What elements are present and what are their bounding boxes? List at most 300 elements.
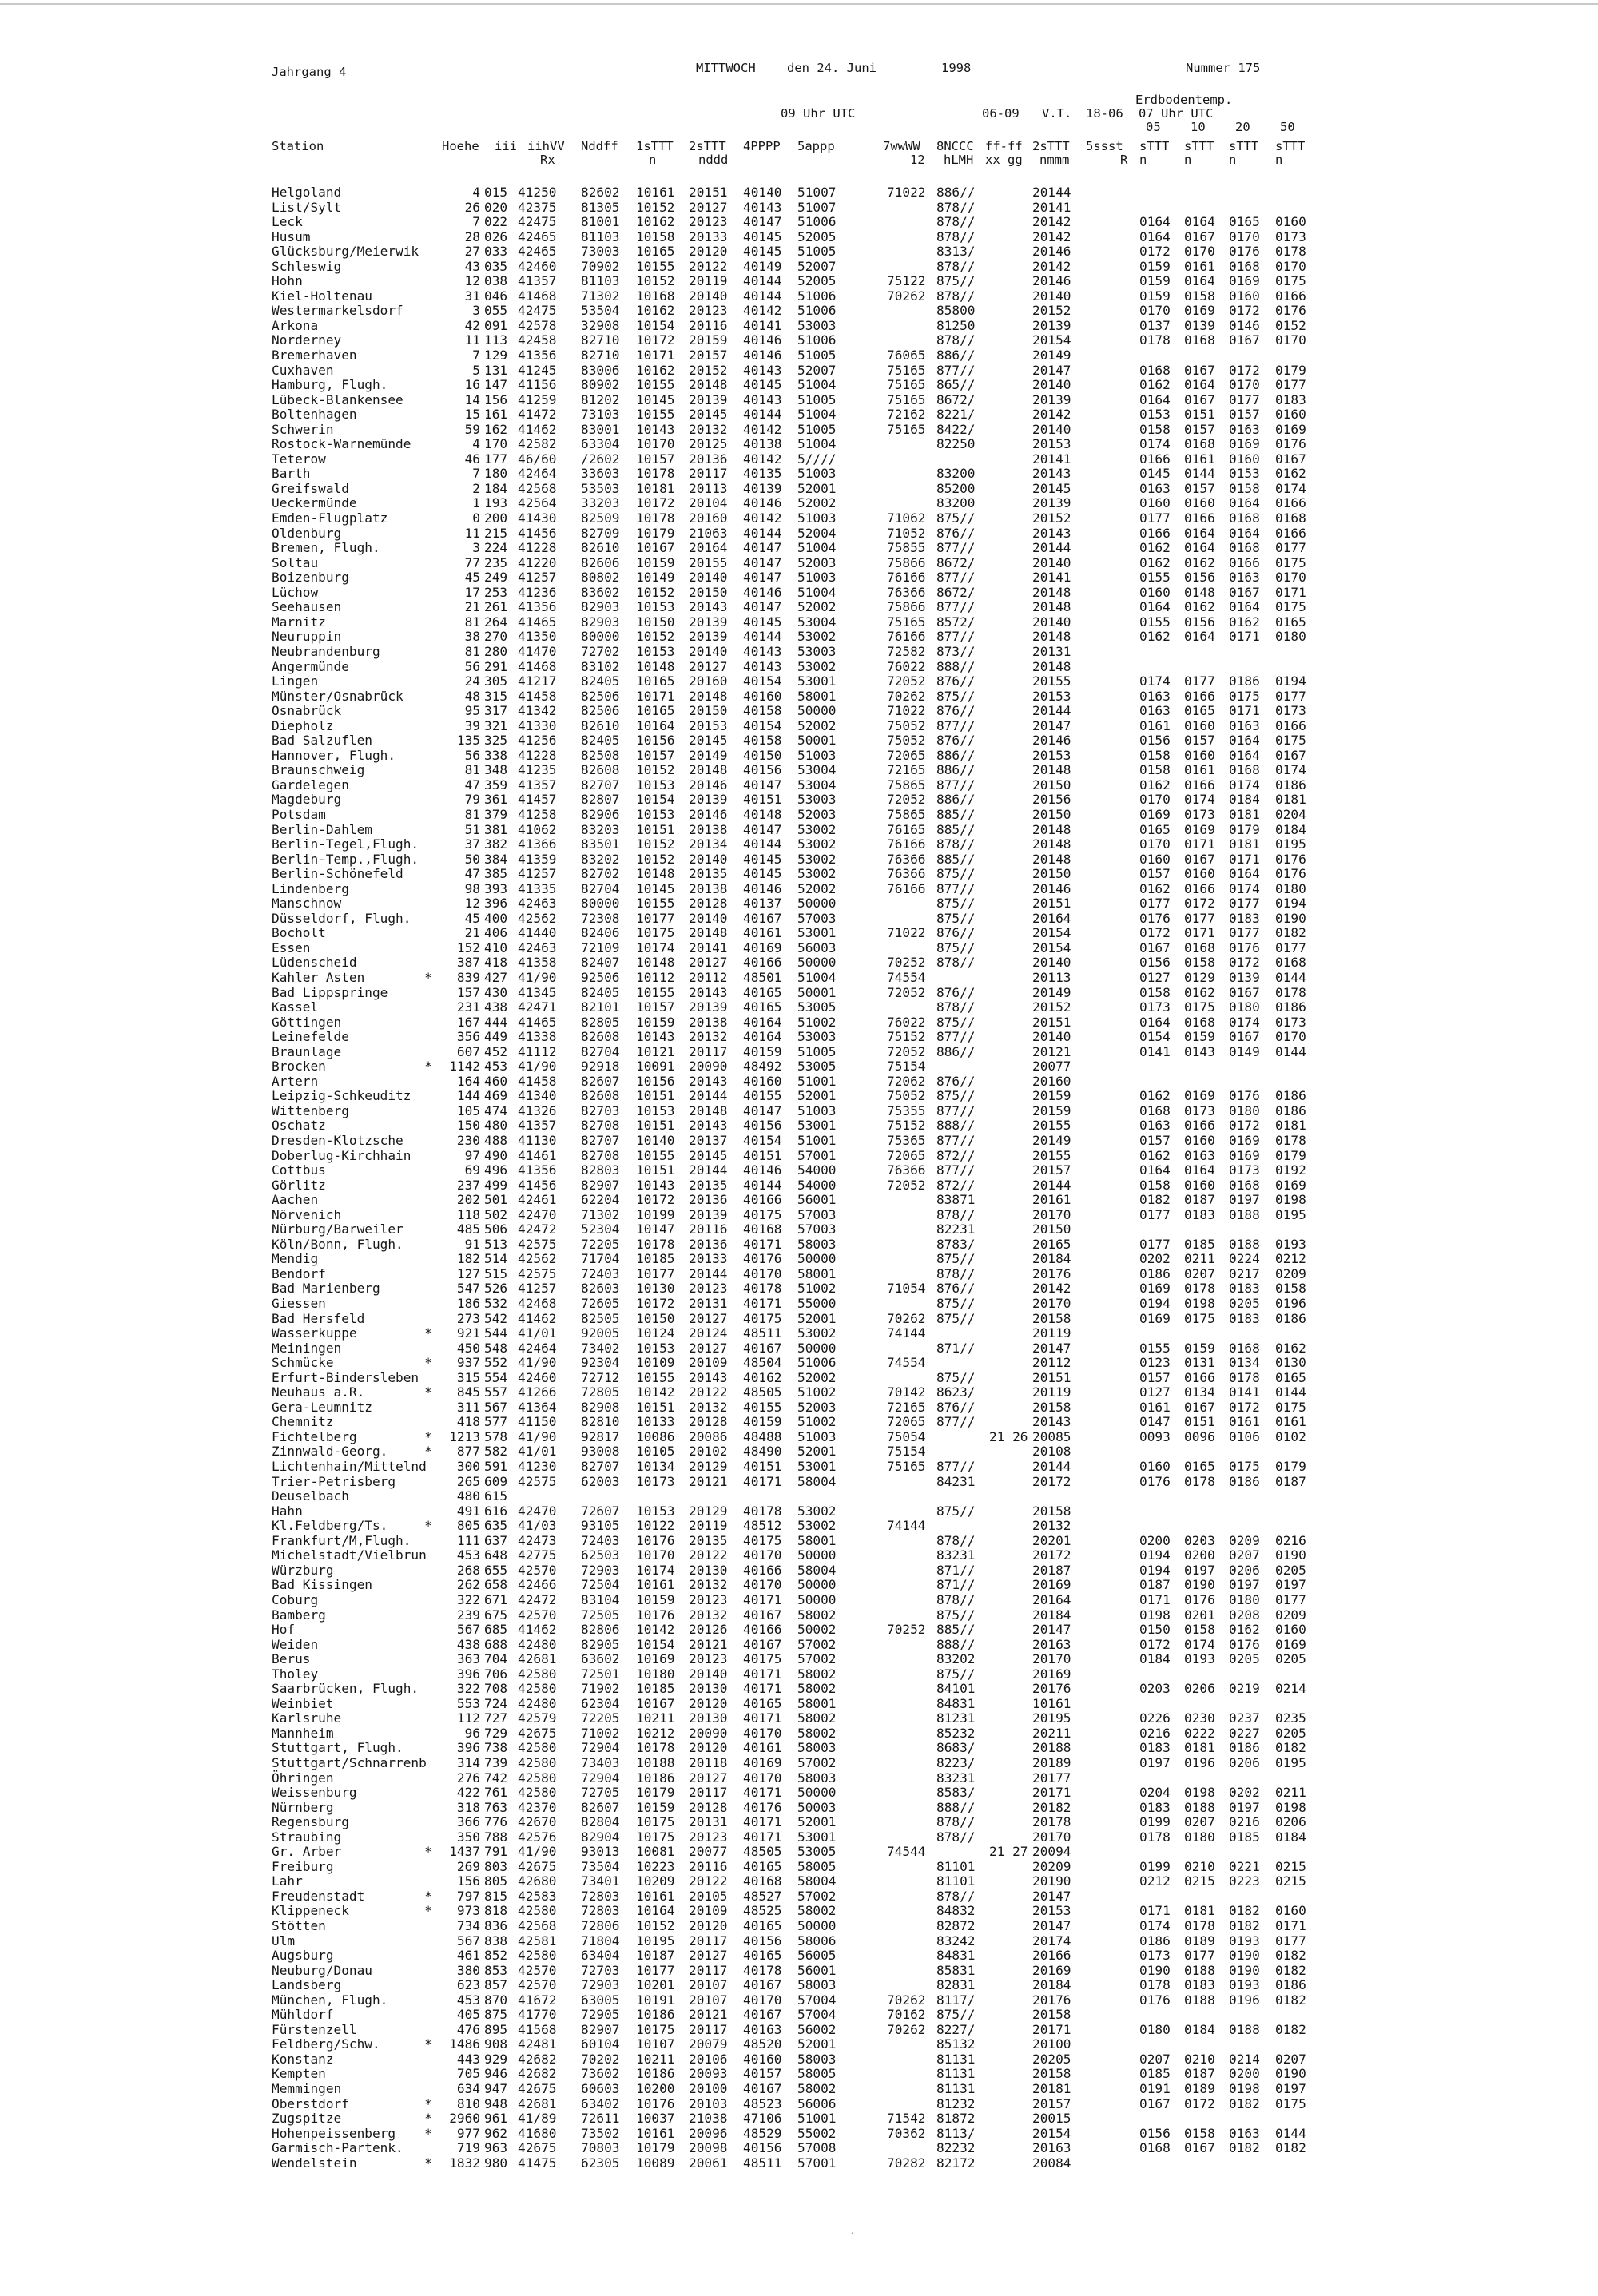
soil-10-value: 0161	[1184, 258, 1215, 274]
ttt1-value: 10177	[636, 910, 675, 926]
iihvv-value: 42570	[518, 1977, 557, 1993]
ttt2-value: 20123	[689, 214, 728, 230]
iihvv-value: 41/01	[518, 1444, 557, 1460]
pppp-value: 48523	[743, 2095, 782, 2111]
ttt2-value: 20139	[689, 391, 728, 407]
pppp-value: 40167	[743, 1340, 782, 1356]
ttt1-value: 10109	[636, 1355, 675, 1371]
appp-value: 53005	[797, 1059, 837, 1075]
pppp-value: 40147	[743, 777, 782, 792]
soil-10-value: 0181	[1184, 1740, 1215, 1756]
nddff-value: 82707	[581, 777, 620, 792]
nccc-value: 877//	[936, 540, 976, 556]
iii-value: 361	[484, 792, 508, 808]
iihvv-value: 42775	[518, 1547, 557, 1563]
soil-50-value: 0198	[1275, 1799, 1306, 1815]
hoehe-value: 21	[464, 599, 480, 615]
wwww-value: 75866	[887, 554, 926, 570]
ttt1-value: 10157	[636, 999, 675, 1015]
stt-sub-50: n	[1275, 153, 1283, 167]
tttn-value: 20170	[1032, 1296, 1071, 1312]
wwww-value: 72065	[887, 1147, 926, 1163]
iihvv-value: 42375	[518, 199, 557, 215]
appp-value: 52003	[797, 554, 837, 570]
soil-10-value: 0164	[1184, 629, 1215, 645]
nccc-value: 8227/	[936, 2021, 976, 2037]
iii-value: 480	[484, 1118, 508, 1134]
appp-value: 58003	[797, 1236, 837, 1252]
hoehe-value: 45	[464, 910, 480, 926]
nddff-value: 82608	[581, 762, 620, 778]
soil-05-value: 0167	[1139, 939, 1171, 955]
soil-05-value: 0185	[1139, 2066, 1171, 2082]
station-name: Schleswig	[272, 258, 342, 274]
iihvv-value: 41257	[518, 570, 557, 586]
iihvv-value: 42570	[518, 1562, 557, 1578]
nccc-value: 878//	[936, 199, 976, 215]
table-row	[272, 304, 1582, 319]
table-row	[272, 645, 1582, 660]
depth-50: 50	[1280, 120, 1295, 134]
soil-20-value: 0168	[1229, 258, 1260, 274]
mountain-marker: *	[424, 2155, 432, 2171]
hoehe-value: 607	[456, 1043, 480, 1059]
table-row	[272, 2141, 1582, 2156]
nccc-value: 875//	[936, 896, 976, 912]
station-name: Weinbiet	[272, 1695, 334, 1711]
appp-value: 50000	[797, 1591, 837, 1607]
soil-05-value: 0173	[1139, 999, 1171, 1015]
nccc-value: 82831	[936, 1977, 976, 1993]
appp-value: 53002	[797, 1325, 837, 1341]
table-row	[272, 2023, 1582, 2038]
nccc-value: 83202	[936, 1651, 976, 1667]
appp-value: 58006	[797, 1933, 837, 1948]
iihvv-value: 42562	[518, 910, 557, 926]
ttt2-value: 20123	[689, 1591, 728, 1607]
soil-05-value: 0162	[1139, 377, 1171, 393]
iii-value: 384	[484, 851, 508, 867]
ttt2-value: 20117	[689, 1785, 728, 1801]
tttn-value: 20176	[1032, 1992, 1071, 2008]
table-row	[272, 912, 1582, 927]
iii-value: 280	[484, 643, 508, 659]
soil-10-value: 0174	[1184, 1636, 1215, 1652]
ttt1-value: 10159	[636, 1799, 675, 1815]
table-row	[272, 1208, 1582, 1223]
nddff-value: 72904	[581, 1740, 620, 1756]
pppp-value: 40143	[743, 391, 782, 407]
ttt2-value: 20127	[689, 658, 728, 674]
station-name: Braunlage	[272, 1043, 342, 1059]
pppp-value: 40140	[743, 185, 782, 200]
ttt1-value: 10170	[636, 1547, 675, 1563]
station-name: München, Flugh.	[272, 1992, 388, 2008]
soil-20-value: 0171	[1229, 703, 1260, 719]
appp-value: 51006	[797, 332, 837, 348]
ttt2-value: 20077	[689, 1844, 728, 1860]
hoehe-value: 46	[464, 451, 480, 467]
table-row	[272, 1385, 1582, 1400]
hoehe-value: 112	[456, 1710, 480, 1726]
iihvv-value: 42564	[518, 495, 557, 511]
soil-05-value: 0150	[1139, 1622, 1171, 1638]
appp-value: 54000	[797, 1177, 837, 1193]
soil-10-value: 0160	[1184, 747, 1215, 763]
nddff-value: 80000	[581, 896, 620, 912]
ttt2-value: 20143	[689, 984, 728, 1000]
station-name: Angermünde	[272, 658, 349, 674]
station-table	[272, 185, 1582, 2171]
nddff-value: /2602	[581, 451, 620, 467]
iihvv-value: 42480	[518, 1636, 557, 1652]
table-row	[272, 808, 1582, 823]
appp-value: 53004	[797, 614, 837, 630]
iihvv-value: 42580	[518, 1770, 557, 1786]
soil-50-value: 0102	[1275, 1428, 1306, 1444]
nddff-value: 82710	[581, 332, 620, 348]
pppp-value: 40167	[743, 1607, 782, 1623]
pppp-value: 40146	[743, 880, 782, 896]
pppp-value: 40171	[743, 1785, 782, 1801]
tttn-value: 20084	[1032, 2155, 1071, 2171]
soil-20-value: 0146	[1229, 317, 1260, 333]
nccc-value: 81872	[936, 2111, 976, 2127]
nccc-value: 83231	[936, 1547, 976, 1563]
wwww-value: 75165	[887, 614, 926, 630]
nddff-value: 63402	[581, 2095, 620, 2111]
nddff-value: 83006	[581, 362, 620, 378]
ttt2-value: 20123	[689, 1651, 728, 1667]
table-row	[272, 586, 1582, 601]
ttt2-value: 20119	[689, 273, 728, 289]
iii-value: 836	[484, 1917, 508, 1933]
table-row	[272, 1889, 1582, 1905]
wwww-value: 72162	[887, 407, 926, 423]
tttn-value: 20153	[1032, 747, 1071, 763]
tttn-value: 20188	[1032, 1740, 1071, 1756]
hoehe-value: 797	[456, 1888, 480, 1904]
iihvv-value: 42472	[518, 1221, 557, 1237]
tttn-value: 20119	[1032, 1325, 1071, 1341]
tttn-value: 20155	[1032, 673, 1071, 689]
soil-10-value: 0139	[1184, 317, 1215, 333]
table-row	[272, 348, 1582, 363]
iihvv-value: 41461	[518, 1147, 557, 1163]
soil-05-value: 0172	[1139, 244, 1171, 260]
soil-20-value: 0164	[1229, 525, 1260, 541]
nddff-value: 82602	[581, 185, 620, 200]
soil-10-value: 0160	[1184, 866, 1215, 882]
ttt1-value: 10199	[636, 1206, 675, 1222]
iii-value: 763	[484, 1799, 508, 1815]
appp-value: 51005	[797, 244, 837, 260]
hoehe-value: 24	[464, 673, 480, 689]
wwww-value: 74544	[887, 1844, 926, 1860]
pppp-value: 40142	[743, 451, 782, 467]
table-row	[272, 986, 1582, 1001]
soil-10-value: 0177	[1184, 673, 1215, 689]
soil-05-value: 0168	[1139, 362, 1171, 378]
iihvv-value: 41356	[518, 1162, 557, 1178]
soil-10-value: 0162	[1184, 984, 1215, 1000]
ttt2-value: 20143	[689, 599, 728, 615]
nddff-value: 72403	[581, 1265, 620, 1281]
table-row	[272, 289, 1582, 304]
soil-20-value: 0162	[1229, 614, 1260, 630]
iihvv-value: 41357	[518, 273, 557, 289]
ttt1-value: 10153	[636, 643, 675, 659]
soil-50-value: 0190	[1275, 1547, 1306, 1563]
ttt2-value: 20150	[689, 703, 728, 719]
tttn-value: 20144	[1032, 703, 1071, 719]
soil-50-value: 0180	[1275, 880, 1306, 896]
hoehe-value: 59	[464, 421, 480, 437]
utc07-label: 07 Uhr UTC	[1139, 106, 1214, 121]
pppp-value: 40147	[743, 214, 782, 230]
soil-10-value: 0165	[1184, 703, 1215, 719]
nddff-value: 82704	[581, 880, 620, 896]
station-name: Essen	[272, 939, 311, 955]
station-name: Magdeburg	[272, 792, 342, 808]
hoehe-value: 805	[456, 1518, 480, 1534]
nddff-value: 72903	[581, 1562, 620, 1578]
ttt1-value: 10179	[636, 1785, 675, 1801]
wwww-value: 72052	[887, 1177, 926, 1193]
soil-10-value: 0207	[1184, 1814, 1215, 1830]
station-name: Kl.Feldberg/Ts.	[272, 1518, 388, 1534]
station-name: Berlin-Temp.,Flugh.	[272, 851, 419, 867]
soil-05-value: 0155	[1139, 1340, 1171, 1356]
station-name: Potsdam	[272, 806, 326, 822]
hoehe-value: 7	[472, 348, 480, 363]
soil-05-value: 0163	[1139, 688, 1171, 704]
hoehe-value: 50	[464, 851, 480, 867]
mountain-marker: *	[424, 1844, 432, 1860]
nccc-value: 888//	[936, 1118, 976, 1134]
tttn-value: 20144	[1032, 1459, 1071, 1475]
ttt2-value: 20128	[689, 1414, 728, 1430]
station-name: Brocken	[272, 1059, 326, 1075]
soil-10-value: 0172	[1184, 896, 1215, 912]
appp-value: 52001	[797, 1814, 837, 1830]
ttt2-value: 20132	[689, 421, 728, 437]
iii-value: 655	[484, 1562, 508, 1578]
soil-50-value: 0162	[1275, 1340, 1306, 1356]
soil-50-value: 0198	[1275, 1192, 1306, 1208]
soil-05-value: 0194	[1139, 1562, 1171, 1578]
tttn-value: 20150	[1032, 777, 1071, 792]
soil-50-value: 0211	[1275, 1785, 1306, 1801]
ttt2-value: 20107	[689, 1977, 728, 1993]
appp-value: 57008	[797, 2140, 837, 2156]
nddff-value: 72605	[581, 1296, 620, 1312]
iihvv-value: 41462	[518, 1622, 557, 1638]
station-name: Wasserkuppe	[272, 1325, 357, 1341]
pppp-value: 40171	[743, 1829, 782, 1845]
soil-20-value: 0174	[1229, 1014, 1260, 1030]
iii-value: 706	[484, 1666, 508, 1682]
soil-05-value: 0137	[1139, 317, 1171, 333]
ttt1-value: 10195	[636, 1933, 675, 1948]
nccc-value: 878//	[936, 1814, 976, 1830]
nddff-value: 82707	[581, 1133, 620, 1148]
hoehe-value: 839	[456, 969, 480, 985]
soil-10-value: 0161	[1184, 451, 1215, 467]
hoehe-value: 97	[464, 1147, 480, 1163]
hoehe-value: 42	[464, 317, 480, 333]
appp-value: 58002	[797, 2081, 837, 2096]
tttn-value: 20170	[1032, 1206, 1071, 1222]
tttn-value: 20151	[1032, 1369, 1071, 1385]
ttt2-value: 20132	[689, 1399, 728, 1415]
ttt2-value: 20118	[689, 1754, 728, 1770]
ttt2-value: 20140	[689, 570, 728, 586]
soil-05-value: 0158	[1139, 1177, 1171, 1193]
stt-header-50: sTTT	[1275, 139, 1306, 153]
soil-10-value: 0215	[1184, 1873, 1215, 1889]
nddff-value: 92918	[581, 1059, 620, 1075]
year-label: 1998	[941, 61, 972, 75]
iihvv-value: 41256	[518, 733, 557, 749]
station-name: Bocholt	[272, 925, 326, 941]
station-name: Stötten	[272, 1917, 326, 1933]
soil-10-value: 0156	[1184, 570, 1215, 586]
soil-05-value: 0194	[1139, 1296, 1171, 1312]
soil-10-value: 0164	[1184, 525, 1215, 541]
soil-05-value: 0216	[1139, 1725, 1171, 1741]
hoehe-value: 5	[472, 362, 480, 378]
ttt2-value: 20146	[689, 806, 728, 822]
iihvv-value: 41350	[518, 629, 557, 645]
tttn-value: 20148	[1032, 762, 1071, 778]
soil-20-value: 0219	[1229, 1681, 1260, 1697]
wwww-value: 76022	[887, 1014, 926, 1030]
table-row	[272, 260, 1582, 275]
iii-value: 317	[484, 703, 508, 719]
iihvv-value: 42682	[518, 2066, 557, 2082]
nddff-value: 82610	[581, 540, 620, 556]
iihvv-value: 41257	[518, 866, 557, 882]
iihvv-value: 42580	[518, 1666, 557, 1682]
tttn-value: 20149	[1032, 348, 1071, 363]
iii-value: 438	[484, 999, 508, 1015]
nccc-value: 84831	[936, 1695, 976, 1711]
iihvv-value: 41326	[518, 1102, 557, 1118]
iihvv-value: 41358	[518, 955, 557, 971]
soil-50-value: 0165	[1275, 614, 1306, 630]
pppp-value: 48505	[743, 1384, 782, 1400]
nddff-value: 70202	[581, 2051, 620, 2067]
tttn-value: 20141	[1032, 199, 1071, 215]
nddff-value: 71002	[581, 1725, 620, 1741]
iihvv-value: 41342	[518, 703, 557, 719]
soil-50-value: 0165	[1275, 1369, 1306, 1385]
nccc-value: 876//	[936, 703, 976, 719]
ttt2-value: 20112	[689, 969, 728, 985]
ttt2-value: 20157	[689, 348, 728, 363]
soil-50-value: 0177	[1275, 377, 1306, 393]
pppp-value: 40144	[743, 1177, 782, 1193]
iihvv-value: 42468	[518, 1296, 557, 1312]
hoehe-value: 28	[464, 228, 480, 244]
iii-value: 184	[484, 480, 508, 496]
hoehe-value: 3	[472, 540, 480, 556]
nccc-value: 886//	[936, 747, 976, 763]
ttt1-value: 10223	[636, 1858, 675, 1874]
wwww-value: 75052	[887, 733, 926, 749]
appp-value: 57002	[797, 1651, 837, 1667]
nddff-value: 72805	[581, 1384, 620, 1400]
tttn-value: 20139	[1032, 317, 1071, 333]
ttt1-value: 10124	[636, 1325, 675, 1341]
soil-20-value: 0181	[1229, 836, 1260, 852]
station-name: Teterow	[272, 451, 326, 467]
mountain-marker: *	[424, 2095, 432, 2111]
iii-value: 688	[484, 1636, 508, 1652]
station-name: Hohenpeissenberg	[272, 2125, 396, 2141]
wwww-value: 75152	[887, 1029, 926, 1045]
pppp-value: 40170	[743, 1577, 782, 1593]
wwww-value: 75154	[887, 1059, 926, 1075]
iii-value: 147	[484, 377, 508, 393]
soil-05-value: 0204	[1139, 1785, 1171, 1801]
appp-value: 58003	[797, 1977, 837, 1993]
table-row	[272, 941, 1582, 956]
station-name: Lichtenhain/Mittelnd	[272, 1459, 427, 1475]
iii-value: 704	[484, 1651, 508, 1667]
table-row	[272, 230, 1582, 245]
soil-20-value: 0161	[1229, 1414, 1260, 1430]
pppp-value: 40154	[743, 673, 782, 689]
station-name: Diepholz	[272, 717, 334, 733]
ttt2-value: 20100	[689, 2081, 728, 2096]
table-row	[272, 1845, 1582, 1860]
soil-50-value: 0205	[1275, 1725, 1306, 1741]
soil-20-value: 0208	[1229, 1607, 1260, 1623]
hoehe-value: 322	[456, 1591, 480, 1607]
hoehe-value: 937	[456, 1355, 480, 1371]
soil-05-value: 0187	[1139, 1577, 1171, 1593]
soil-05-value: 0147	[1139, 1414, 1171, 1430]
mountain-marker: *	[424, 2125, 432, 2141]
pppp-value: 40157	[743, 2066, 782, 2082]
iihvv-value: 42680	[518, 1873, 557, 1889]
tttn-value: 20157	[1032, 2095, 1071, 2111]
ttt2-value: 20139	[689, 1206, 728, 1222]
iii-value: 961	[484, 2111, 508, 2127]
nccc-value: 83200	[936, 495, 976, 511]
appp-value: 52001	[797, 1444, 837, 1460]
pppp-value: 40159	[743, 1043, 782, 1059]
nddff-value: 81305	[581, 199, 620, 215]
nccc-value: 877//	[936, 880, 976, 896]
soil-50-value: 0190	[1275, 2066, 1306, 2082]
pppp-value: 40170	[743, 1265, 782, 1281]
nddff-value: 82907	[581, 1177, 620, 1193]
nccc-value: 876//	[936, 925, 976, 941]
iihvv-value: 41/90	[518, 1844, 557, 1860]
pppp-value: 40170	[743, 1770, 782, 1786]
soil-05-value: 0162	[1139, 540, 1171, 556]
nccc-value: 875//	[936, 1251, 976, 1267]
wwww-value: 71022	[887, 703, 926, 719]
table-row	[272, 570, 1582, 586]
ttt2-value: 20155	[689, 554, 728, 570]
ttt1-value: 10155	[636, 1147, 675, 1163]
nccc-value: 885//	[936, 821, 976, 837]
wwww-value: 72165	[887, 1399, 926, 1415]
